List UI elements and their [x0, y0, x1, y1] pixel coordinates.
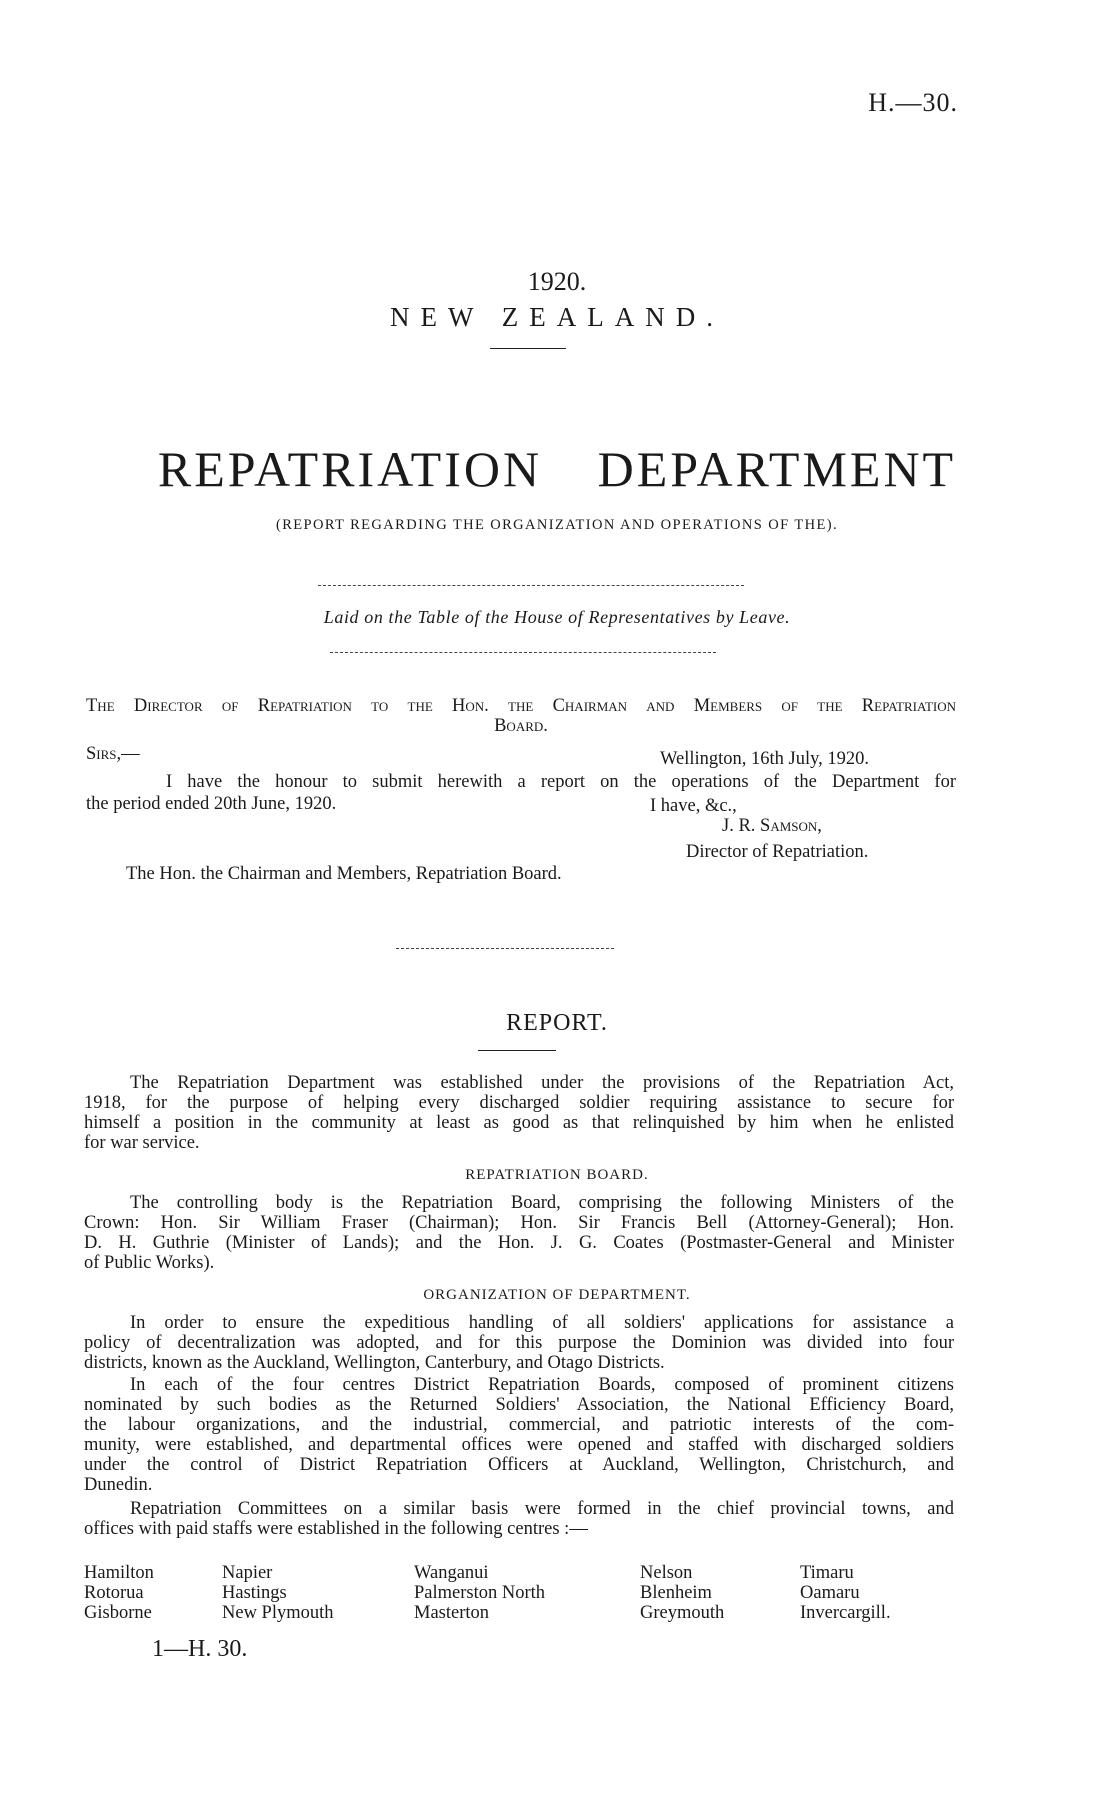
centres-column	[640, 1563, 724, 1623]
centres-list	[84, 1563, 954, 1629]
centre-name: Wanganui	[414, 1563, 489, 1583]
paragraph-line: munity, were established, and departmental offices were opened and staffed with discharged soldiers	[84, 1435, 954, 1455]
letter-body-line: the period ended 20th June, 1920.	[86, 794, 337, 814]
signature-title: Director of Repatriation.	[686, 842, 869, 862]
paragraph-line: Dunedin.	[84, 1475, 153, 1495]
divider-rule	[478, 1050, 556, 1051]
letter-closing: I have, &c.,	[650, 796, 737, 816]
board-paragraph	[84, 1193, 954, 1273]
laid-on-table-note: Laid on the Table of the House of Representatives by Leave.	[323, 607, 791, 627]
centre-name: New Plymouth	[222, 1603, 334, 1623]
centres-column	[800, 1563, 891, 1623]
paragraph-line: districts, known as the Auckland, Wellington, Canterbury, and Otago Districts.	[84, 1353, 665, 1373]
country-heading: NEW ZEALAND.	[390, 302, 724, 332]
document-year: 1920.	[527, 267, 587, 296]
centre-name: Gisborne	[84, 1603, 152, 1623]
paragraph-line: D. H. Guthrie (Minister of Lands); and the Hon. J. G. Coates (Postmaster-General and Minister	[84, 1233, 954, 1253]
centre-name: Palmerston North	[414, 1583, 546, 1603]
divider-rule	[330, 652, 716, 653]
section-heading: ORGANIZATION OF DEPARTMENT.	[423, 1287, 691, 1303]
organization-paragraph	[84, 1313, 954, 1373]
letter-recipient: The Hon. the Chairman and Members, Repatriation Board.	[126, 864, 562, 884]
letter-address-line: Board.	[494, 716, 548, 736]
centres-column	[222, 1563, 334, 1623]
paragraph-line: Crown: Hon. Sir William Fraser (Chairman); Hon. Sir Francis Bell (Attorney-General); Hon.	[84, 1213, 954, 1233]
organization-paragraph	[84, 1499, 954, 1539]
signature-name: J. R. Samson,	[722, 816, 822, 836]
centres-column	[84, 1563, 154, 1623]
paragraph-line: himself a position in the community at least as good as that relinquished by him when he enlisted	[84, 1113, 954, 1133]
divider-rule	[396, 948, 614, 949]
centre-name: Timaru	[800, 1563, 854, 1583]
paragraph-line: the labour organizations, and the industrial, commercial, and patriotic interests of the com-	[84, 1415, 954, 1435]
paragraph-line: In order to ensure the expeditious handling of all soldiers' applications for assistance a	[130, 1313, 954, 1333]
section-heading: REPATRIATION BOARD.	[465, 1167, 649, 1183]
divider-rule	[318, 585, 744, 586]
centre-name: Greymouth	[640, 1603, 725, 1623]
paragraph-line: offices with paid staffs were established in the following centres :—	[84, 1519, 588, 1539]
paragraph-line: The Repatriation Department was established under the provisions of the Repatriation Act,	[130, 1073, 954, 1093]
centre-name: Hastings	[222, 1583, 287, 1603]
centre-name: Hamilton	[84, 1563, 154, 1583]
centre-name: Nelson	[640, 1563, 693, 1583]
letter-body-line: I have the honour to submit herewith a report on the operations of the Department for	[166, 772, 956, 792]
centre-name: Blenheim	[640, 1583, 712, 1603]
paragraph-line: The controlling body is the Repatriation Board, comprising the following Ministers of the	[130, 1193, 954, 1213]
paragraph-line: under the control of District Repatriation Officers at Auckland, Wellington, Christchurch, and	[84, 1455, 954, 1475]
centre-name: Masterton	[414, 1603, 490, 1623]
letter-address-line: The Director of Repatriation to the Hon. the Chairman and Members of the Repatriation	[86, 696, 956, 716]
paragraph-line: In each of the four centres District Repatriation Boards, composed of prominent citizens	[130, 1375, 954, 1395]
centre-name: Invercargill.	[800, 1603, 891, 1623]
centre-name: Rotorua	[84, 1583, 144, 1603]
paragraph-line: nominated by such bodies as the Returned Soldiers' Association, the National Efficiency Board,	[84, 1395, 954, 1415]
footer-page-reference: 1—H. 30.	[152, 1636, 248, 1662]
centres-column	[414, 1563, 545, 1623]
letter-salutation: Sirs,—	[86, 744, 140, 764]
report-title: REPORT.	[506, 1010, 608, 1036]
divider-rule	[490, 348, 566, 349]
letter-place-date: Wellington, 16th July, 1920.	[660, 749, 870, 769]
paragraph-line: policy of decentralization was adopted, and for this purpose the Dominion was divided into four	[84, 1333, 954, 1353]
document-title: REPATRIATION DEPARTMENT	[157, 441, 957, 497]
paragraph-line: of Public Works).	[84, 1253, 215, 1273]
page-reference: H.—30.	[868, 88, 958, 117]
letter-address	[86, 696, 956, 736]
paragraph-line: for war service.	[84, 1133, 200, 1153]
organization-paragraph	[84, 1375, 954, 1495]
paragraph-line: 1918, for the purpose of helping every discharged soldier requiring assistance to secure for	[84, 1093, 954, 1113]
paragraph-line: Repatriation Committees on a similar basis were formed in the chief provincial towns, and	[130, 1499, 954, 1519]
document-subtitle: (REPORT REGARDING THE ORGANIZATION AND OPERATIONS OF THE).	[275, 517, 839, 533]
centre-name: Napier	[222, 1563, 273, 1583]
centre-name: Oamaru	[800, 1583, 860, 1603]
intro-paragraph	[84, 1073, 954, 1153]
